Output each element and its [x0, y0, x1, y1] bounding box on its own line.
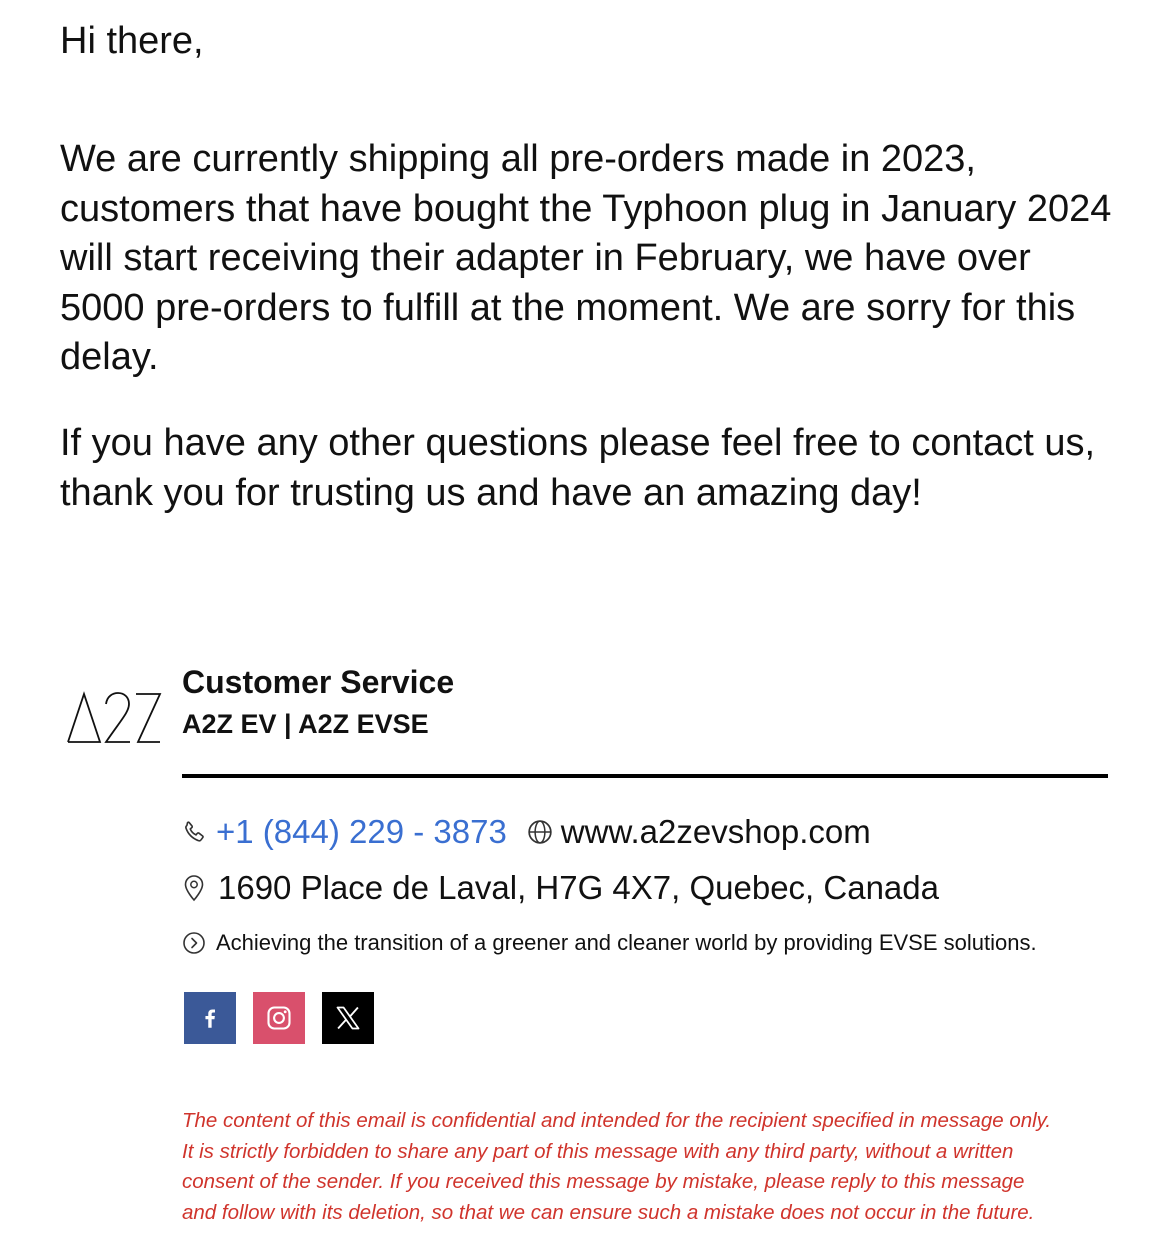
address-text: 1690 Place de Laval, H7G 4X7, Quebec, Canada — [218, 869, 939, 906]
contact-row-phone-web — [182, 810, 871, 854]
contact-row-address — [182, 866, 939, 910]
chevron-circle-icon — [182, 931, 206, 955]
signature-divider — [182, 774, 1108, 778]
disclaimer-line: and follow with its deletion, so that we can ensure such a mistake does not occur in the future. — [182, 1200, 1035, 1224]
x-icon — [334, 1004, 362, 1032]
location-pin-icon — [182, 874, 206, 902]
message-paragraph-2: If you have any other questions please feel free to contact us, thank you for trusting us and have an amazing day! — [60, 422, 1096, 514]
x-button[interactable] — [322, 992, 374, 1044]
phone-link[interactable]: +1 (844) 229 - 3873 — [216, 813, 507, 850]
confidentiality-disclaimer — [182, 1106, 1142, 1228]
signature-name: Customer Service — [182, 664, 455, 700]
instagram-button[interactable] — [253, 992, 305, 1044]
a2z-logo — [66, 690, 162, 744]
tagline-text: Achieving the transition of a greener and cleaner world by providing EVSE solutions. — [216, 930, 1037, 955]
disclaimer-line: consent of the sender. If you received this message by mistake, please reply to this message — [182, 1170, 1025, 1193]
globe-icon — [527, 819, 553, 845]
phone-icon — [182, 819, 208, 845]
signature-company: A2Z EV | A2Z EVSE — [182, 709, 429, 739]
message-paragraph-1: We are currently shipping all pre-orders made in 2023, customers that have bought the Typhoon plug in January 2024 will start receiving their adapter in February, we have over 5000 pre-orders to fulfill at the moment. We are sorry for this delay. — [60, 138, 1112, 378]
facebook-button[interactable] — [184, 992, 236, 1044]
disclaimer-line: The content of this email is confidential and intended for the recipient specified in message only. — [182, 1109, 1052, 1132]
disclaimer-line: It is strictly forbidden to share any part of this message with any third party, without a written — [182, 1139, 1014, 1163]
website-link[interactable]: www.a2zevshop.com — [560, 813, 871, 850]
facebook-icon — [197, 1005, 223, 1031]
instagram-icon — [265, 1004, 293, 1032]
social-links — [184, 992, 374, 1044]
greeting: Hi there, — [60, 20, 204, 62]
contact-row-tagline — [182, 926, 1037, 960]
